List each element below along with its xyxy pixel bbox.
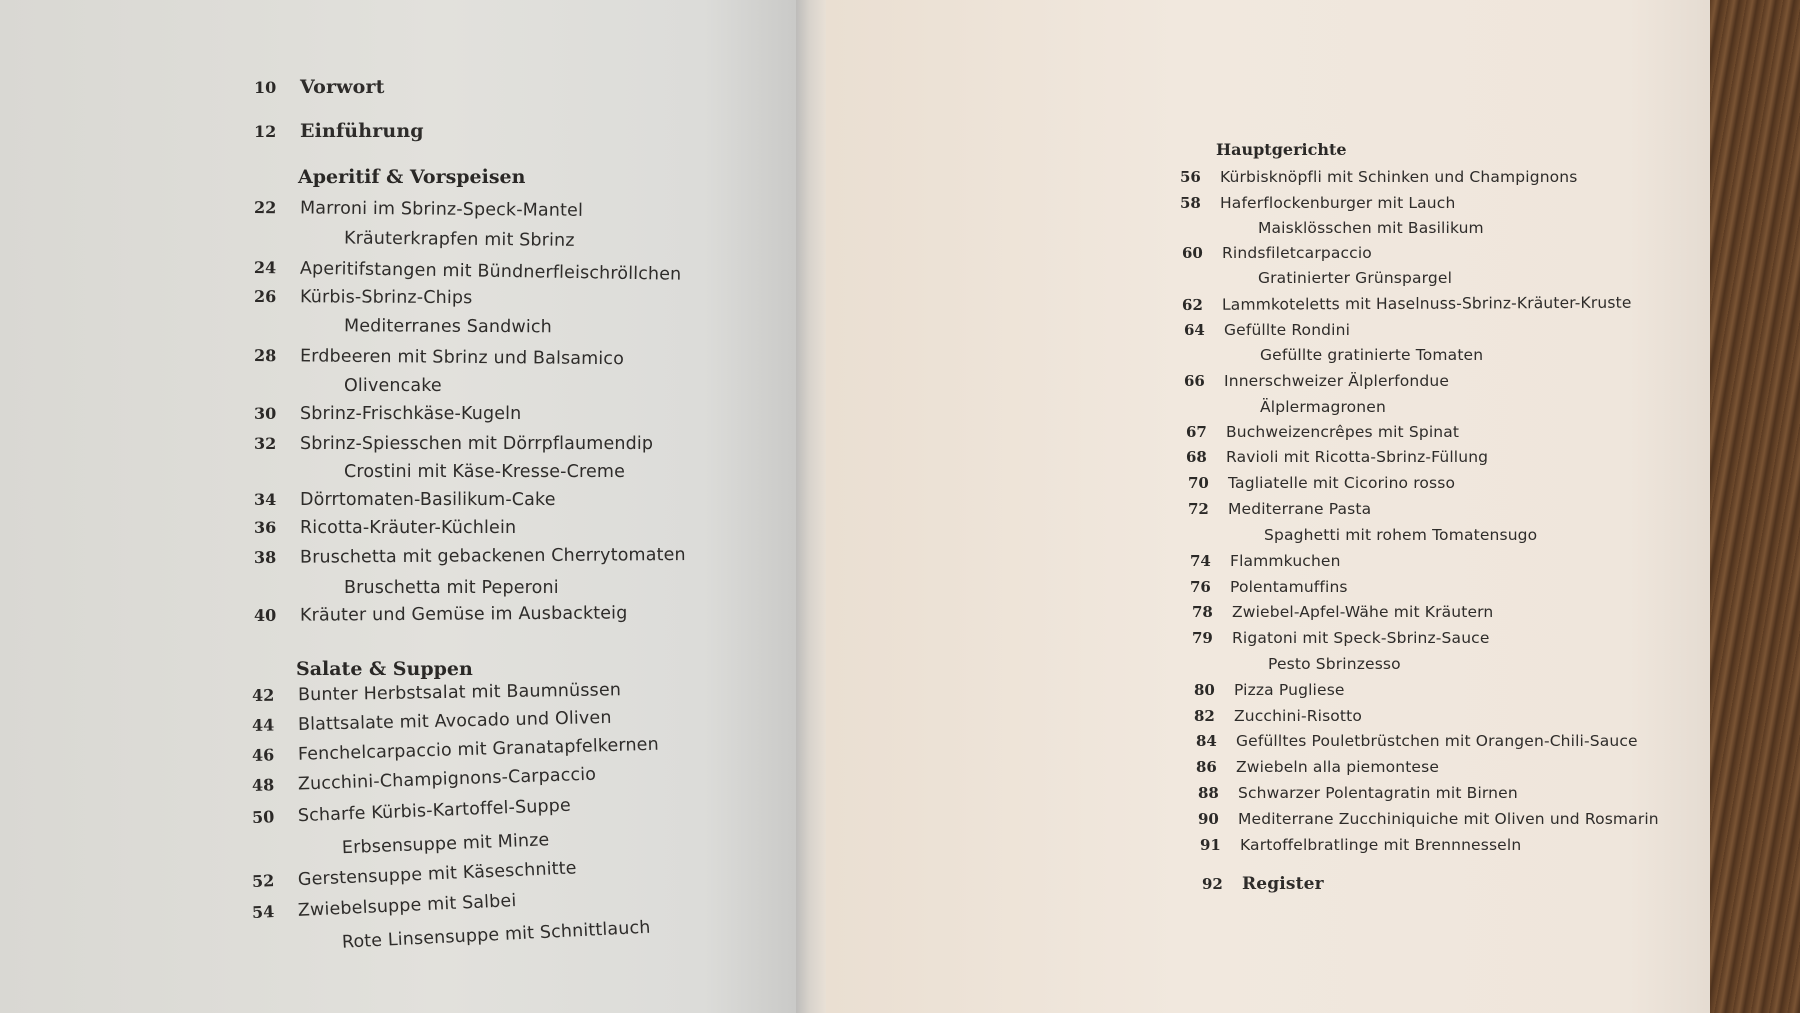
toc-page-number: 56 (1180, 168, 1201, 186)
toc-entry-title: Älplermagronen (1260, 398, 1386, 416)
toc-entry-title: Gefüllte Rondini (1224, 321, 1351, 339)
toc-entry (254, 404, 521, 424)
toc-entry-title: Ricotta-Kräuter-Küchlein (300, 518, 517, 538)
toc-entry-title: Sbrinz-Frischkäse-Kugeln (300, 404, 522, 424)
toc-entry (254, 545, 686, 568)
toc-entry-title: Crostini mit Käse-Kresse-Creme (344, 462, 625, 482)
toc-entry-title: Tagliatelle mit Cicorino rosso (1228, 474, 1456, 492)
toc-entry-title: Flammkuchen (1230, 552, 1341, 570)
toc-page-number: 42 (251, 685, 275, 705)
toc-entry-title: Spaghetti mit rohem Tomatensugo (1264, 526, 1538, 544)
toc-page-number: 48 (251, 775, 275, 795)
toc-entry-title: Einführung (300, 120, 424, 142)
toc-entry (1182, 294, 1632, 314)
toc-page-number: 62 (1181, 295, 1203, 314)
toc-entry-title: Bruschetta mit Peperoni (344, 578, 559, 598)
section-title: Hauptgerichte (1216, 140, 1347, 159)
toc-entry (1218, 219, 1484, 237)
toc-page-number: 46 (251, 745, 275, 765)
section-title: Aperitif & Vorspeisen (298, 166, 526, 188)
toc-entry (254, 434, 653, 454)
toc-page-number: 30 (254, 404, 277, 423)
toc-entry-title: Blattsalate mit Avocado und Oliven (297, 707, 612, 735)
toc-page-number: 91 (1200, 836, 1221, 854)
toc-page-number: 80 (1194, 681, 1215, 699)
toc-page-number: 92 (1202, 875, 1223, 893)
toc-entry-title: Schwarzer Polentagratin mit Birnen (1238, 784, 1518, 802)
toc-entry (298, 578, 559, 598)
toc-page-number: 52 (251, 871, 275, 891)
toc-entry (1190, 552, 1341, 570)
toc-page-number: 36 (254, 518, 277, 537)
toc-entry-title: Zucchini-Risotto (1234, 707, 1363, 725)
toc-page-number: 22 (253, 198, 277, 218)
toc-entry-title: Mediterranes Sandwich (343, 316, 552, 338)
toc-page-number: 90 (1198, 810, 1219, 828)
toc-entry (1180, 194, 1455, 212)
toc-entry (1198, 810, 1659, 828)
toc-entry-title: Mediterrane Zucchiniquiche mit Oliven und Rosmarin (1238, 810, 1659, 828)
toc-page-number: 70 (1188, 474, 1209, 492)
toc-entry-title: Rote Linsensuppe mit Schnittlauch (341, 917, 651, 953)
toc-entry-title: Gefüllte gratinierte Tomaten (1260, 346, 1484, 364)
toc-entry-title: Zwiebel-Apfel-Wähe mit Kräutern (1232, 603, 1494, 621)
toc-entry (1224, 526, 1537, 544)
toc-page-number: 54 (251, 902, 275, 922)
toc-entry (1194, 707, 1362, 725)
toc-entry-title: Kräuterkrapfen mit Sbrinz (343, 228, 575, 251)
toc-entry (1188, 500, 1371, 518)
toc-page-number: 72 (1188, 500, 1209, 518)
toc-page-number: 44 (251, 715, 275, 735)
toc-entry-title: Innerschweizer Älplerfondue (1224, 372, 1450, 390)
toc-entry-title: Zucchini-Champignons-Carpaccio (297, 764, 597, 795)
toc-page-number: 32 (254, 434, 277, 453)
toc-entry (1192, 629, 1490, 647)
toc-entry-title: Olivencake (344, 376, 442, 396)
toc-entry-title: Buchweizencrêpes mit Spinat (1226, 423, 1460, 441)
toc-entry (1194, 681, 1345, 699)
toc-page-number: 88 (1198, 784, 1219, 802)
toc-entry-title: Kürbisknöpfli mit Schinken und Champignons (1220, 168, 1578, 186)
toc-entry (1184, 321, 1350, 339)
toc-entry (254, 198, 583, 221)
toc-entry-title: Kartoffelbratlinge mit Brennnesseln (1240, 836, 1522, 854)
toc-entry-title: Kürbis-Sbrinz-Chips (299, 287, 473, 309)
toc-entry (1220, 346, 1483, 364)
toc-entry-title: Register (1242, 874, 1324, 894)
toc-entry-title: Rindsfiletcarpaccio (1222, 244, 1372, 262)
toc-section-heading (1216, 140, 1347, 159)
toc-entry-title: Vorwort (300, 76, 385, 98)
toc-entry-title: Maisklösschen mit Basilikum (1258, 219, 1484, 237)
toc-entry-title: Erdbeeren mit Sbrinz und Balsamico (299, 346, 625, 370)
toc-entry-title: Bunter Herbstsalat mit Baumnüssen (297, 680, 622, 706)
toc-entry-title: Pizza Pugliese (1234, 681, 1345, 699)
toc-page-number: 78 (1192, 603, 1213, 621)
toc-entry-title: Polentamuffins (1230, 578, 1348, 596)
toc-entry (1190, 578, 1348, 596)
book-gutter (796, 0, 830, 1013)
show-through-text-right (1100, 18, 1118, 79)
wooden-table-edge (1710, 0, 1800, 1013)
toc-entry (254, 490, 556, 510)
toc-page-number: 86 (1196, 758, 1217, 776)
toc-entry (298, 228, 575, 251)
toc-entry (1220, 398, 1386, 416)
toc-entry (1182, 244, 1372, 262)
toc-entry-title: Dörrtomaten-Basilikum-Cake (300, 490, 556, 510)
toc-page-number: 40 (253, 605, 277, 625)
toc-entry (1188, 474, 1455, 492)
toc-page-number: 58 (1180, 194, 1201, 212)
toc-page-number: 34 (254, 490, 277, 509)
toc-page-number: 24 (253, 258, 277, 278)
toc-entry-title: Scharfe Kürbis-Kartoffel-Suppe (297, 795, 572, 827)
toc-entry-title: Kräuter und Gemüse im Ausbackteig (299, 603, 628, 626)
toc-entry (1196, 732, 1638, 750)
toc-entry (1198, 784, 1518, 802)
toc-entry (298, 376, 442, 396)
toc-page-number (296, 948, 342, 950)
toc-entry-title: Erbsensuppe mit Minze (341, 830, 550, 859)
toc-page-number: 50 (251, 807, 275, 827)
toc-entry-title: Marroni im Sbrinz-Speck-Mantel (299, 198, 584, 221)
toc-page-number: 68 (1186, 448, 1207, 466)
toc-entry (254, 346, 624, 369)
toc-entry-title: Haferflockenburger mit Lauch (1220, 194, 1456, 212)
toc-page-number: 79 (1192, 629, 1213, 647)
toc-page-number: 84 (1196, 732, 1217, 750)
toc-entry (254, 603, 628, 626)
toc-entry (254, 518, 516, 538)
toc-page-number: 28 (253, 346, 277, 366)
toc-entry-title: Zwiebeln alla piemontese (1236, 758, 1440, 776)
toc-entry-title: Mediterrane Pasta (1228, 500, 1372, 518)
toc-entry-title: Gratinierter Grünspargel (1258, 269, 1453, 287)
toc-page-number: 64 (1184, 321, 1205, 339)
toc-entry-title: Pesto Sbrinzesso (1268, 655, 1401, 673)
toc-page-number: 10 (254, 78, 277, 97)
toc-entry (1180, 168, 1578, 186)
toc-entry (1196, 758, 1439, 776)
toc-entry (1202, 874, 1324, 894)
toc-page-number: 67 (1186, 423, 1207, 441)
show-through-text-left (440, 68, 458, 129)
toc-page-number: 26 (253, 287, 277, 307)
toc-entry (1200, 836, 1521, 854)
toc-entry (1186, 448, 1488, 466)
toc-page-number: 38 (253, 547, 277, 567)
toc-page-number: 66 (1184, 372, 1205, 390)
toc-page-number (296, 853, 342, 855)
toc-section-heading (298, 166, 525, 188)
toc-entry (1218, 269, 1452, 287)
toc-entry-title: Zwiebelsuppe mit Salbei (297, 891, 517, 921)
toc-page-number: 76 (1190, 578, 1211, 596)
toc-page-number: 82 (1194, 707, 1215, 725)
toc-entry (1186, 423, 1459, 441)
toc-entry-title: Gefülltes Pouletbrüstchen mit Orangen-Chili-Sauce (1236, 732, 1638, 750)
toc-entry-title: Sbrinz-Spiesschen mit Dörrpflaumendip (300, 434, 654, 454)
toc-entry-title: Bruschetta mit gebackenen Cherrytomaten (299, 544, 686, 568)
toc-entry (1184, 372, 1449, 390)
toc-section-heading (296, 658, 473, 680)
toc-entry (254, 120, 424, 142)
toc-entry-title: Fenchelcarpaccio mit Granatapfelkernen (297, 734, 660, 765)
toc-entry-title: Aperitifstangen mit Bündnerfleischröllchen (299, 258, 682, 285)
toc-entry (254, 76, 385, 98)
toc-entry (1192, 603, 1493, 621)
toc-entry-title: Ravioli mit Ricotta-Sbrinz-Füllung (1226, 448, 1489, 466)
toc-entry-title: Lammkoteletts mit Haselnuss-Sbrinz-Kräuter-Kruste (1221, 293, 1632, 314)
toc-entry (1228, 655, 1401, 673)
toc-entry (254, 287, 473, 308)
toc-entry-title: Rigatoni mit Speck-Sbrinz-Sauce (1232, 629, 1490, 647)
section-title: Salate & Suppen (296, 658, 473, 680)
toc-page-number: 12 (254, 122, 277, 141)
toc-entry-title: Gerstensuppe mit Käseschnitte (297, 858, 577, 891)
toc-entry (298, 462, 625, 482)
toc-page-number: 60 (1182, 244, 1203, 262)
toc-entry (298, 316, 552, 337)
toc-page-number: 74 (1190, 552, 1211, 570)
